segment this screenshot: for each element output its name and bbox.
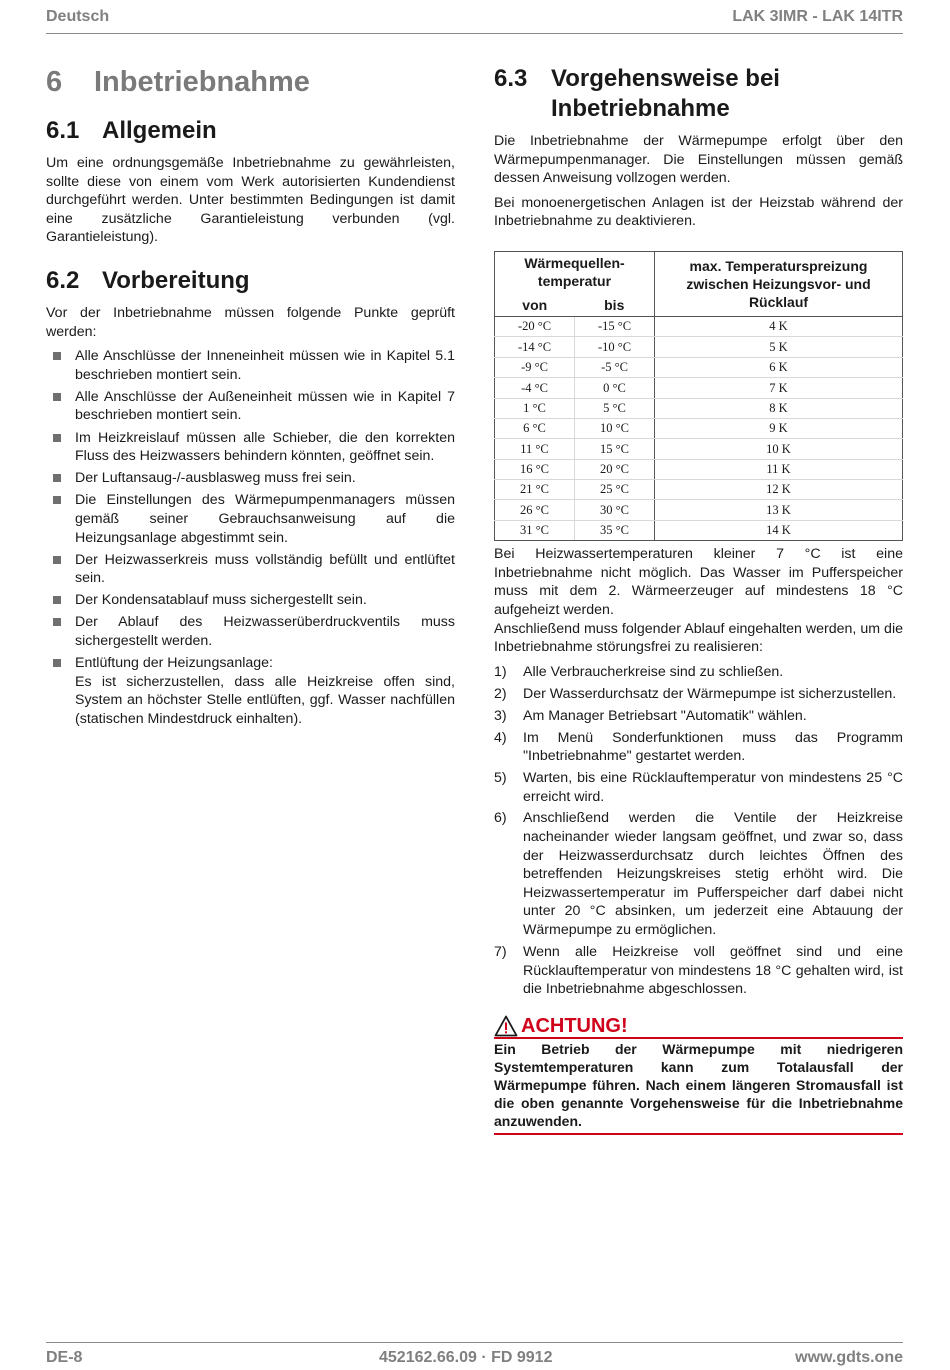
procedure-paragraph-3: Bei Heizwassertemperaturen kleiner 7 °C ist eine Inbetriebnahme nicht möglich. Das Wasser im Pufferspeicher muss mit dem 2. Wärmeerzeuger auf mindestens 18 °C aufgeheizt werden. (494, 546, 903, 619)
cell-to: 5 °C (575, 398, 655, 418)
cell-from: -4 °C (495, 378, 575, 398)
bullet-square-icon (53, 393, 61, 401)
header-model: LAK 3IMR - LAK 14ITR (732, 8, 903, 25)
cell-from: -14 °C (495, 337, 575, 357)
checklist-item-title: Entlüftung der Heizungsanlage: (75, 655, 273, 672)
step-item: 3) Am Manager Betriebsart "Automatik" wählen. (494, 707, 807, 724)
preparation-intro: Vor der Inbetriebnahme müssen folgende Punkte geprüft werden: (46, 304, 455, 340)
section-title-text: Vorbereitung (102, 266, 250, 294)
cell-to: 25 °C (575, 480, 655, 500)
table-row (495, 480, 903, 500)
section-number: 6.2 (46, 266, 80, 294)
bullet-square-icon (53, 596, 61, 604)
table-row (495, 316, 903, 336)
table-row (495, 520, 903, 540)
cell-from: 6 °C (495, 418, 575, 438)
bullet-square-icon (53, 659, 61, 667)
website: www.gdts.one (795, 1349, 903, 1366)
table-row (495, 378, 903, 398)
procedure-paragraph-1: Die Inbetriebnahme der Wärmepumpe erfolgt über den Wärmepumpenmanager. Die Einstellungen müssen gemäß dessen Anweisung vollzogen werden. (494, 133, 903, 187)
warning-triangle-icon (494, 1015, 518, 1037)
section-title-preparation (46, 266, 455, 296)
table-body (495, 316, 903, 540)
procedure-paragraph-2: Bei monoenergetischen Anlagen ist der Heizstab während der Inbetriebnahme zu deaktivieren. (494, 194, 903, 230)
cell-from: 16 °C (495, 459, 575, 479)
cell-spread: 4 K (655, 316, 903, 336)
cell-from: 1 °C (495, 398, 575, 418)
table-row (495, 459, 903, 479)
chapter-title-text: Inbetriebnahme (94, 66, 310, 98)
cell-spread: 9 K (655, 418, 903, 438)
cell-spread: 8 K (655, 398, 903, 418)
cell-to: -10 °C (575, 337, 655, 357)
table-header-from: von (495, 292, 575, 317)
cell-from: 31 °C (495, 520, 575, 540)
cell-from: 11 °C (495, 439, 575, 459)
section-number: 6.3 (494, 65, 528, 92)
cell-from: -9 °C (495, 357, 575, 377)
checklist-item: Im Heizkreislauf müssen alle Schieber, die den korrekten Fluss des Heizwassers behindern könnten, geöffnet sein. (46, 429, 455, 466)
cell-to: 35 °C (575, 520, 655, 540)
table-row (495, 500, 903, 520)
page-header (46, 8, 903, 34)
checklist-item: Die Einstellungen des Wärmepumpenmanagers müssen gemäß seiner Gebrauchsanweisung auf die Heizungsanlage abgestimmt sein. (46, 491, 455, 547)
cell-to: 20 °C (575, 459, 655, 479)
checklist-item: Der Ablauf des Heizwasserüberdruckventils muss sichergestellt werden. (46, 613, 455, 650)
table-row (495, 418, 903, 438)
bullet-square-icon (53, 474, 61, 482)
checklist-item: Der Heizwasserkreis muss vollständig befüllt und entlüftet sein. (46, 551, 455, 588)
cell-spread: 13 K (655, 500, 903, 520)
cell-spread: 10 K (655, 439, 903, 459)
cell-from: -20 °C (495, 316, 575, 336)
general-paragraph: Um eine ordnungsgemäße Inbetriebnahme zu gewährleisten, sollte diese von einem vom Werk autorisierten Kundendienst durchgeführt werden. Unter bestimmten Bedingungen ist damit eine zusätzliche Garantieleistung verbunden (vgl. Garantieleistung). (46, 155, 455, 246)
checklist (46, 347, 455, 728)
document-number: 452162.66.09 · FD 9912 (379, 1349, 553, 1366)
cell-to: -5 °C (575, 357, 655, 377)
bullet-square-icon (53, 496, 61, 504)
left-column (46, 64, 455, 732)
table-header-spread: max. Temperaturspreizung zwischen Heizungsvor- und Rücklauf (655, 251, 903, 316)
section-title-text: Allgemein (102, 117, 217, 144)
step-item: 2) Der Wasserdurchsatz der Wärmepumpe ist sicherzustellen. (494, 685, 897, 702)
checklist-item: Der Luftansaug-/-ausblasweg muss frei sein. (46, 469, 455, 488)
warning-box (494, 1015, 903, 1135)
checklist-item: Alle Anschlüsse der Außeneinheit müssen wie in Kapitel 7 beschrieben montiert sein. (46, 388, 455, 425)
table-row (495, 357, 903, 377)
checklist-item-detail: Es ist sicherzustellen, dass alle Heizkreise offen sind, System an höchster Stelle entlüften, ggf. Wasser nachfüllen (statischen Mindestdruck einhalten). (75, 673, 455, 727)
header-language: Deutsch (46, 8, 110, 25)
warning-header (494, 1015, 903, 1039)
cell-from: 26 °C (495, 500, 575, 520)
cell-spread: 14 K (655, 520, 903, 540)
cell-spread: 6 K (655, 357, 903, 377)
temperature-spread-table (494, 251, 903, 541)
section-number: 6.1 (46, 117, 80, 144)
step-item: 7) Wenn alle Heizkreise voll geöffnet sind und eine Rücklauftemperatur von mindestens 18 °C gehalten wird, ist die Inbetriebnahme abgeschlossen. (494, 943, 903, 998)
procedure-paragraph-4: Anschließend muss folgender Ablauf eingehalten werden, um die Inbetriebnahme störungsfrei zu realisieren: (494, 620, 903, 656)
bullet-square-icon (53, 618, 61, 626)
step-item: 4) Im Menü Sonderfunktionen muss das Programm "Inbetriebnahme" gestartet werden. (494, 729, 903, 765)
section-title-text: Vorgehensweise bei Inbetriebnahme (551, 65, 780, 122)
checklist-item: Der Kondensatablauf muss sichergestellt sein. (46, 591, 455, 610)
page-number: DE-8 (46, 1349, 83, 1366)
warning-title: ACHTUNG! (521, 1014, 628, 1037)
cell-to: 15 °C (575, 439, 655, 459)
cell-spread: 5 K (655, 337, 903, 357)
page-footer (46, 1342, 903, 1370)
checklist-item: Alle Anschlüsse der Inneneinheit müssen wie in Kapitel 5.1 beschrieben montiert sein. (46, 347, 455, 384)
warning-text: Ein Betrieb der Wärmepumpe mit niedrigeren Systemtemperaturen kann zum Totalausfall der Wärmepumpe führen. Nach einem längeren Stromausfall ist die oben genannte Vorgehensweise für die Inbetriebnahme anzuwenden. (494, 1039, 903, 1135)
table-header-source: Wärmequellen-temperatur (495, 251, 655, 292)
table-row (495, 439, 903, 459)
cell-to: 0 °C (575, 378, 655, 398)
right-column (494, 64, 903, 1135)
checklist-item (46, 654, 455, 728)
table-row (495, 337, 903, 357)
cell-to: 10 °C (575, 418, 655, 438)
cell-to: -15 °C (575, 316, 655, 336)
chapter-title (46, 64, 455, 100)
procedure-steps (494, 663, 903, 999)
bullet-square-icon (53, 556, 61, 564)
bullet-square-icon (53, 352, 61, 360)
table-header-to: bis (575, 292, 655, 317)
chapter-number: 6 (46, 66, 63, 98)
cell-spread: 11 K (655, 459, 903, 479)
section-title-procedure (494, 64, 903, 124)
cell-spread: 7 K (655, 378, 903, 398)
section-title-general (46, 116, 455, 146)
step-item: 1) Alle Verbraucherkreise sind zu schließen. (494, 663, 784, 680)
cell-spread: 12 K (655, 480, 903, 500)
cell-from: 21 °C (495, 480, 575, 500)
step-item: 5) Warten, bis eine Rücklauftemperatur von mindestens 25 °C erreicht wird. (494, 769, 903, 805)
table-row (495, 398, 903, 418)
step-item: 6) Anschließend werden die Ventile der Heizkreise nacheinander wieder langsam geöffnet, und zwar so, dass der Heizwasserdurchsatz durch leichtes Öffnen des betreffenden Heizungskreises stetig erhöht wird. Die Heizwassertemperatur im Pufferspeicher darf dabei nicht unter 20 °C absinken, um jederzeit eine Abtauung der Wärmepumpe zu ermöglichen. (494, 810, 903, 939)
bullet-square-icon (53, 434, 61, 442)
cell-to: 30 °C (575, 500, 655, 520)
